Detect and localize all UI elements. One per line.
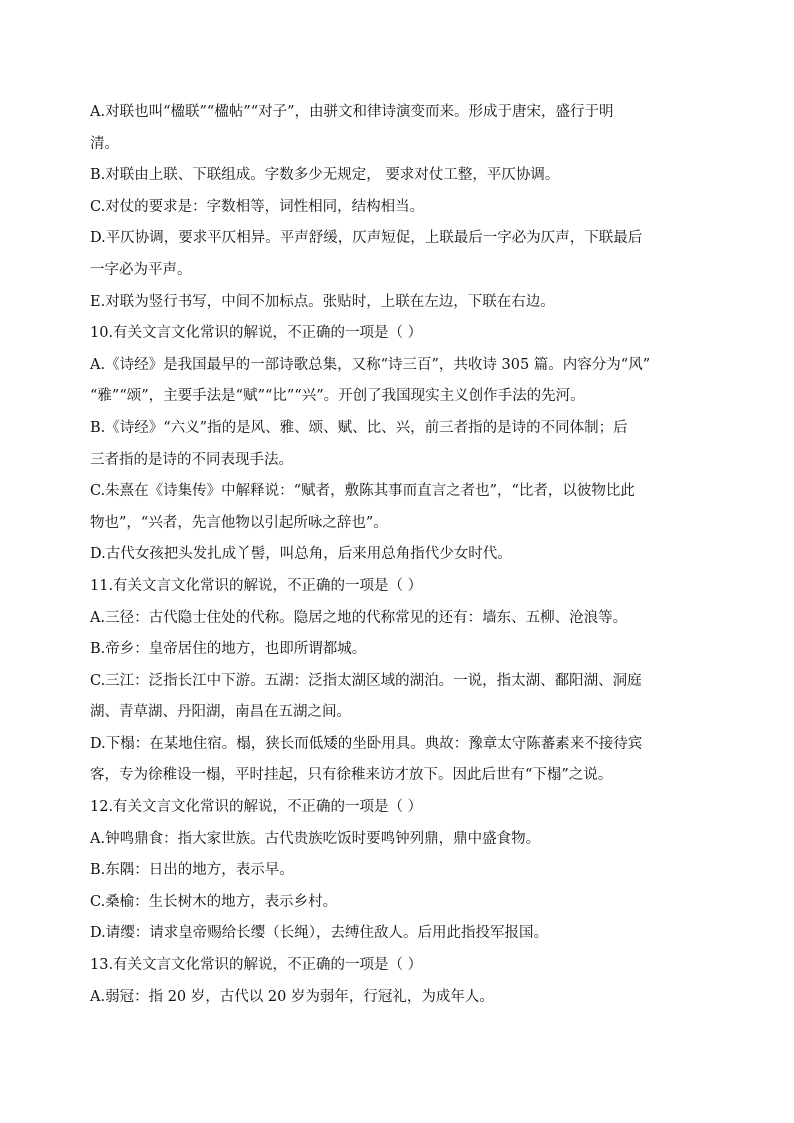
text-line: A.对联也叫“楹联”“楹帖”“对子”，由骈文和律诗演变而来。形成于唐宋，盛行于明 <box>90 104 614 120</box>
text-line: D.平仄协调，要求平仄相异。平声舒缓，仄声短促，上联最后一字必为仄声，下联最后 <box>90 230 643 247</box>
text-line: 清。 <box>90 135 119 152</box>
text-line: D.请缨：请求皇帝赐给长缨（长绳），去缚住敌人。后用此指投军报国。 <box>90 925 548 942</box>
text-line: 物也”，“兴者，先言他物以引起所咏之辞也”。 <box>90 514 388 531</box>
text-line: 12.有关文言文化常识的解说，不正确的一项是（ ） <box>90 799 423 816</box>
text-line: B.对联由上联、下联组成。字数多少无规定， 要求对仗工整，平仄协调。 <box>90 167 560 184</box>
text-line: A.弱冠：指 20 岁，古代以 20 岁为弱年，行冠礼，为成年人。 <box>90 988 494 1005</box>
text-line: A.《诗经》是我国最早的一部诗歌总集，又称“诗三百”，共收诗 305 篇。内容分为“风” <box>90 356 651 373</box>
text-line: 三者指的是诗的不同表现手法。 <box>90 451 293 468</box>
text-line: 一字必为平声。 <box>90 261 192 278</box>
text-line: “雅”“颂”，主要手法是“赋”“比”“兴”。开创了我国现实主义创作手法的先河。 <box>90 388 585 405</box>
text-line: C.朱熹在《诗集传》中解释说：“赋者，敷陈其事而直言之者也”，“比者，以彼物比此 <box>90 483 635 500</box>
text-line: C.桑榆：生长树木的地方，表示乡村。 <box>90 893 338 910</box>
text-line: 湖、青草湖、丹阳湖，南昌在五湖之间。 <box>90 704 351 721</box>
text-line: C.三江：泛指长江中下游。五湖：泛指太湖区域的湖泊。一说，指太湖、鄱阳湖、洞庭 <box>90 672 642 689</box>
text-line: 10.有关文言文化常识的解说，不正确的一项是（ ） <box>90 325 423 342</box>
text-line: B.东隅：日出的地方，表示早。 <box>90 862 294 879</box>
text-line: 客，专为徐稚设一榻，平时挂起，只有徐稚来访才放下。因此后世有“下榻”之说。 <box>90 767 613 784</box>
document-body <box>90 97 730 1013</box>
text-line: B.《诗经》“六义”指的是风、雅、颂、赋、比、兴，前三者指的是诗的不同体制；后 <box>90 419 628 436</box>
text-line: 11.有关文言文化常识的解说，不正确的一项是（ ） <box>90 577 423 594</box>
text-line: D.古代女孩把头发扎成丫髻，叫总角，后来用总角指代少女时代。 <box>90 546 512 563</box>
text-line: 13.有关文言文化常识的解说，不正确的一项是（ ） <box>90 957 423 974</box>
text-line: C.对仗的要求是：字数相等，词性相同，结构相当。 <box>90 198 425 215</box>
text-line: A.钟鸣鼎食：指大家世族。古代贵族吃饭时要鸣钟列鼎，鼎中盛食物。 <box>90 830 541 847</box>
text-line: E.对联为竖行书写，中间不加标点。张贴时，上联在左边，下联在右边。 <box>90 293 555 310</box>
text-line: B.帝乡：皇帝居住的地方，也即所谓都城。 <box>90 641 367 658</box>
text-line: D.下榻：在某地住宿。榻，狭长而低矮的坐卧用具。典故：豫章太守陈蕃素来不接待宾 <box>90 735 643 752</box>
text-line: A.三径：古代隐士住处的代称。隐居之地的代称常见的还有：墙东、五柳、沧浪等。 <box>90 609 628 626</box>
